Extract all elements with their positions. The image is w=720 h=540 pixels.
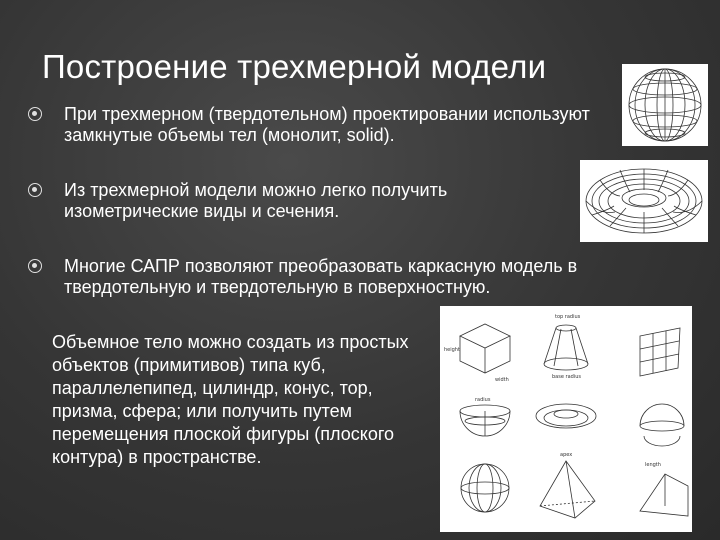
bullet-3	[28, 256, 688, 298]
wireframe-torus-image	[580, 160, 708, 242]
label-top-radius: top radius	[555, 314, 581, 320]
label-height: height	[444, 347, 460, 353]
primitives-paragraph: Объемное тело можно создать из простых объектов (примитивов) типа куб, параллелепипед, цилиндр, конус, тор, призма, сфера; или получить путем перемещения плоской фигуры (плоского контура) в пространстве.	[52, 332, 409, 467]
slide-title: Построение трехмерной модели	[42, 48, 547, 85]
bullet-text: Многие САПР позволяют преобразовать каркасную модель в твердотельную и твердотельную в поверхностную.	[64, 256, 578, 297]
label-radius: radius	[475, 397, 491, 403]
label-apex: apex	[560, 452, 573, 458]
primitives-chart-icon	[440, 306, 692, 532]
wireframe-torus-icon	[580, 160, 708, 242]
bullet-marker-icon	[28, 259, 42, 273]
label-width: width	[495, 377, 509, 383]
primitives-chart-image	[440, 306, 692, 532]
bullet-text: При трехмерном (твердотельном) проектировании используют замкнутые объемы тел (монолит, solid).	[64, 104, 590, 145]
wireframe-sphere-icon	[622, 64, 708, 146]
bullet-marker-icon	[28, 107, 42, 121]
bullet-text: Из трехмерной модели можно легко получить изометрические виды и сечения.	[64, 180, 448, 221]
bullet-1	[28, 104, 688, 146]
bullet-marker-icon	[28, 183, 42, 197]
wireframe-sphere-image	[622, 64, 708, 146]
label-base-radius: base radius	[552, 374, 581, 380]
label-length: length	[645, 462, 661, 468]
